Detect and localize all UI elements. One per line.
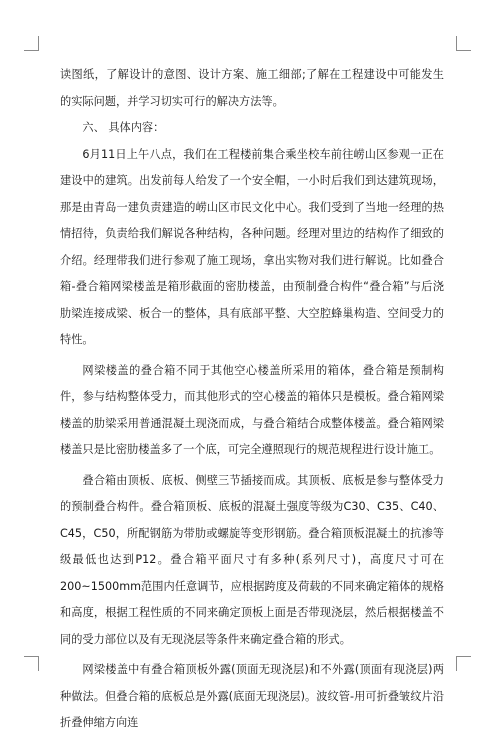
crop-mark-bottom-left: [24, 656, 39, 671]
section-heading-contents: 六、 具体内容：: [82, 121, 165, 134]
paragraph-floor-methods: 网梁楼盖中有叠合箱顶板外露(顶面无现浇层)和不外露(顶面有现浇层)两种做法。但叠合箱的底板总是外露(底面无现浇层)。波纹管-用可折叠皱纹片沿折叠伸缩方向连: [60, 663, 444, 729]
paragraph-intro-continued: 读图纸，了解设计的意图、设计方案、施工细部;了解在工程建设中可能发生的实际问题，并学习切实可行的解决方法等。: [60, 68, 444, 108]
paragraph-visit: 6月11日上午八点，我们在工程楼前集合乘坐校车前往崂山区参观一正在建设中的建筑。出发前每人给发了一个安全帽，一小时后我们到达建筑现场，那是由青岛一建负责建造的崂山区市民文化中心。我们受到了当地一经理的热情招待，负责给我们解说各种结构，各种问题。经理对里边的结构作了细致的介绍。经理带我们进行参观了施工现场，拿出实物对我们进行解说。比如叠合箱-叠合箱网梁楼盖是箱形截面的密肋楼盖，由预制叠合构件“叠合箱”与后浇肋梁连接成梁、板合一的整体，具有底部平整、大空腔蜂巢构造、空间受力的特性。: [60, 147, 444, 346]
paragraph-composite-box: 叠合箱由顶板、底板、侧壁三节插接而成。其顶板、底板是参与整体受力的预制叠合构件。叠合箱顶板、底板的混凝土强度等级为C30、C35、C40、C45，C50，所配钢筋为带肋或螺旋等变形钢筋。叠合箱顶板混凝土的抗渗等级最低也达到P12。叠合箱平面尺寸有多种(系列尺寸)，高度尺寸可在200~1500mm范围内任意调节，应根据跨度及荷载的不同来确定箱体的规格和高度，根据工程性质的不同来确定顶板上面是否带现浇层，然后根据楼盖不同的受力部位以及有无现浇层等条件来确定叠合箱的形式。: [60, 473, 444, 646]
crop-mark-top-left: [24, 36, 39, 51]
document-body: [60, 62, 444, 737]
crop-mark-top-right: [456, 36, 471, 51]
crop-mark-bottom-right: [456, 656, 471, 671]
paragraph-grid-beam-floor: 网梁楼盖的叠合箱不同于其他空心楼盖所采用的箱体，叠合箱是预制构件，参与结构整体受力，而其他形式的空心楼盖的箱体只是模板。叠合箱网梁楼盖的肋梁采用普通混凝土现浇而成，与叠合箱结合成整体楼盖。叠合箱网梁楼盖只是比密肋楼盖多了一个底，可完全遵照现行的规范规程进行设计施工。: [60, 363, 444, 456]
